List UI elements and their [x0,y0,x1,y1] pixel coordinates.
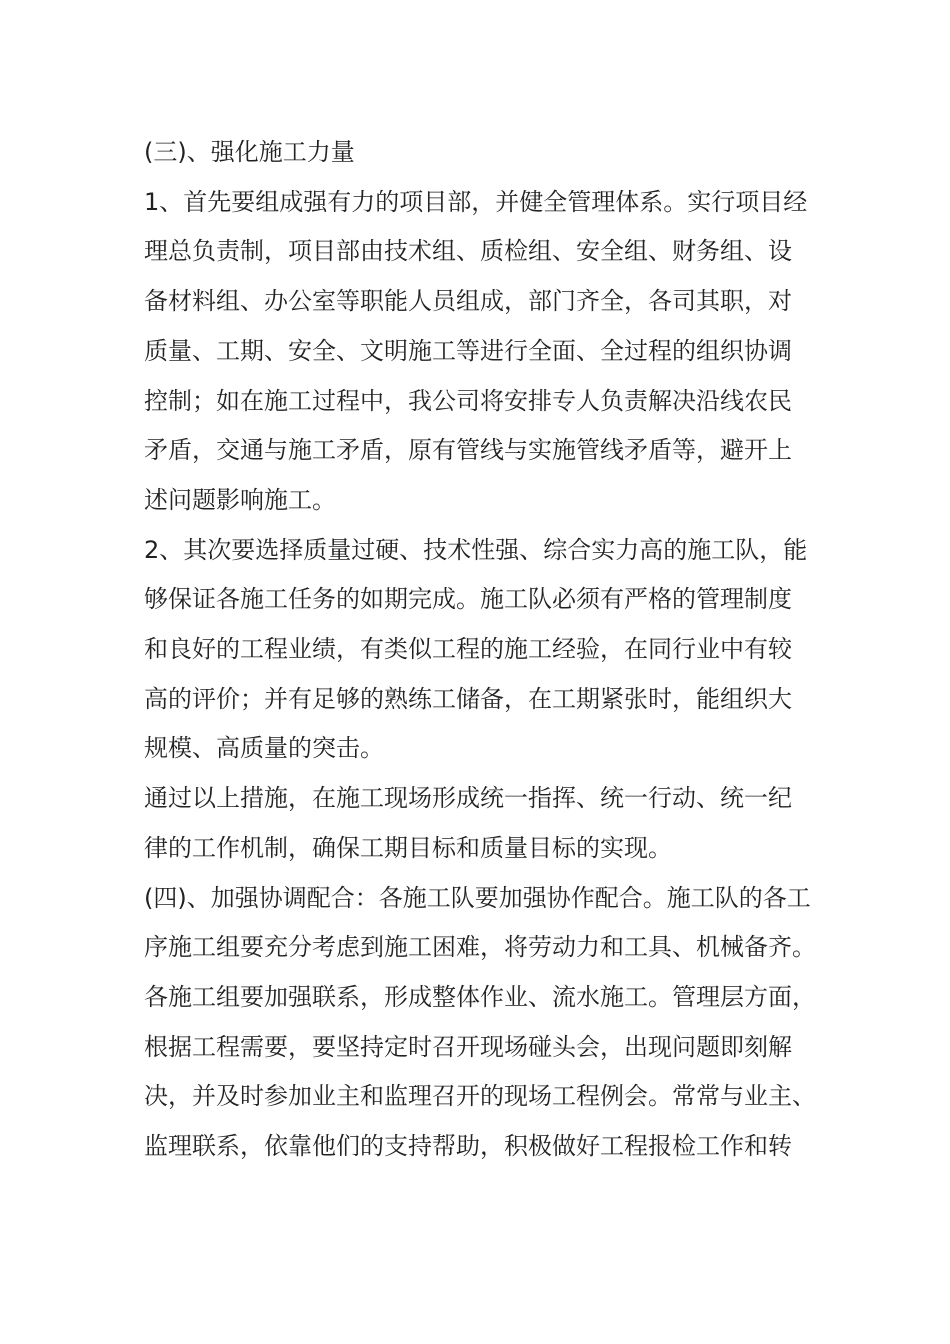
text-line: 高的评价；并有足够的熟练工储备，在工期紧张时，能组织大 [144,684,792,713]
text-line: 决，并及时参加业主和监理召开的现场工程例会。常常与业主、 [144,1082,816,1111]
text-line: (三)、强化施工力量 [144,138,355,166]
text-line: 各施工组要加强联系，形成整体作业、流水施工。管理层方面， [144,982,816,1011]
text-line: 述问题影响施工。 [144,485,336,514]
document-body [144,128,816,1172]
text-line: 1、首先要组成强有力的项目部，并健全管理体系。实行项目经 [144,187,808,216]
text-line: 理总负责制，项目部由技术组、质检组、安全组、财务组、设 [144,237,792,266]
text-line: 控制；如在施工过程中，我公司将安排专人负责解决沿线农民 [144,386,792,415]
text-line: 质量、工期、安全、文明施工等进行全面、全过程的组织协调 [144,336,792,365]
section-heading-coordination [144,874,816,1172]
paragraph-measures-summary [144,774,809,873]
paragraph-construction-team [144,526,809,775]
text-line: 监理联系，依靠他们的支持帮助，积极做好工程报检工作和转 [144,1132,792,1161]
text-line: 矛盾，交通与施工矛盾，原有管线与实施管线矛盾等，避开上 [144,436,792,465]
text-line: 序施工组要充分考虑到施工困难，将劳动力和工具、机械备齐。 [144,933,816,962]
text-line: 够保证各施工任务的如期完成。施工队必须有严格的管理制度 [144,585,792,614]
text-line: 2、其次要选择质量过硬、技术性强、综合实力高的施工队，能 [144,535,808,564]
text-line: 律的工作机制，确保工期目标和质量目标的实现。 [144,833,672,862]
text-line: 通过以上措施，在施工现场形成统一指挥、统一行动、统一纪 [144,784,792,813]
section-heading-strengthen-construction [144,128,809,178]
text-line: 备材料组、办公室等职能人员组成，部门齐全，各司其职，对 [144,287,792,316]
text-line: 根据工程需要，要坚持定时召开现场碰头会，出现问题即刻解 [144,1032,792,1061]
paragraph-project-department [144,178,809,526]
text-line: (四)、加强协调配合：各施工队要加强协作配合。施工队的各工 [144,883,811,912]
text-line: 和良好的工程业绩，有类似工程的施工经验，在同行业中有较 [144,635,792,664]
text-line: 规模、高质量的突击。 [144,734,384,763]
